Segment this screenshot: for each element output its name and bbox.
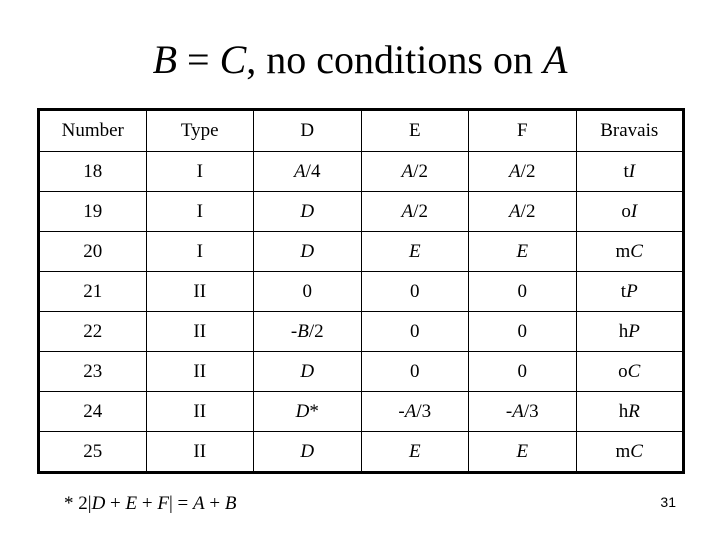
cell-f: A/2 xyxy=(469,192,577,232)
table-header-row xyxy=(39,110,684,152)
title-a: A xyxy=(542,37,568,82)
title-text: , no conditions on xyxy=(246,37,543,82)
cell-d: D xyxy=(254,352,362,392)
slide-title xyxy=(0,36,720,84)
cell-f: 0 xyxy=(469,312,577,352)
cell-number: 25 xyxy=(39,432,147,473)
table-body xyxy=(39,152,684,473)
table-row xyxy=(39,352,684,392)
cell-type: I xyxy=(146,232,254,272)
cell-bravais: hP xyxy=(576,312,684,352)
title-equals: = xyxy=(177,37,220,82)
title-c: C xyxy=(219,37,247,82)
cell-d: A/4 xyxy=(254,152,362,192)
table-row xyxy=(39,392,684,432)
cell-type: II xyxy=(146,312,254,352)
cell-bravais: mC xyxy=(576,232,684,272)
cell-d: D* xyxy=(254,392,362,432)
cell-e: 0 xyxy=(361,272,469,312)
cell-type: II xyxy=(146,392,254,432)
cell-e: -A/3 xyxy=(361,392,469,432)
table-row xyxy=(39,432,684,473)
cell-d: 0 xyxy=(254,272,362,312)
cell-d: -B/2 xyxy=(254,312,362,352)
header-f: F xyxy=(469,110,577,152)
cell-number: 20 xyxy=(39,232,147,272)
cell-bravais: mC xyxy=(576,432,684,473)
cell-number: 24 xyxy=(39,392,147,432)
cell-f: 0 xyxy=(469,352,577,392)
cell-bravais: tI xyxy=(576,152,684,192)
cell-e: A/2 xyxy=(361,192,469,232)
cell-f: E xyxy=(469,432,577,473)
footnote: * 2|D + E + F| = A + B xyxy=(64,493,237,514)
cell-bravais: tP xyxy=(576,272,684,312)
table-row xyxy=(39,192,684,232)
header-d: D xyxy=(254,110,362,152)
cell-e: E xyxy=(361,432,469,473)
cell-number: 22 xyxy=(39,312,147,352)
cell-e: 0 xyxy=(361,312,469,352)
header-number: Number xyxy=(39,110,147,152)
table-row xyxy=(39,152,684,192)
cell-type: II xyxy=(146,352,254,392)
cell-number: 18 xyxy=(39,152,147,192)
cell-e: A/2 xyxy=(361,152,469,192)
cell-f: A/2 xyxy=(469,152,577,192)
cell-bravais: oC xyxy=(576,352,684,392)
cell-type: I xyxy=(146,192,254,232)
page-number: 31 xyxy=(660,494,676,510)
cell-d: D xyxy=(254,432,362,473)
header-e: E xyxy=(361,110,469,152)
cell-bravais: oI xyxy=(576,192,684,232)
cell-f: -A/3 xyxy=(469,392,577,432)
header-type: Type xyxy=(146,110,254,152)
cell-type: I xyxy=(146,152,254,192)
title-b: B xyxy=(152,37,178,82)
cell-f: E xyxy=(469,232,577,272)
cell-number: 21 xyxy=(39,272,147,312)
cell-type: II xyxy=(146,432,254,473)
cell-bravais: hR xyxy=(576,392,684,432)
cell-number: 23 xyxy=(39,352,147,392)
table-row xyxy=(39,232,684,272)
header-bravais: Bravais xyxy=(576,110,684,152)
table-row xyxy=(39,272,684,312)
cell-d: D xyxy=(254,232,362,272)
cell-e: 0 xyxy=(361,352,469,392)
cell-e: E xyxy=(361,232,469,272)
table-row xyxy=(39,312,684,352)
cell-f: 0 xyxy=(469,272,577,312)
cell-type: II xyxy=(146,272,254,312)
cell-d: D xyxy=(254,192,362,232)
cell-number: 19 xyxy=(39,192,147,232)
lattice-table xyxy=(37,108,685,474)
